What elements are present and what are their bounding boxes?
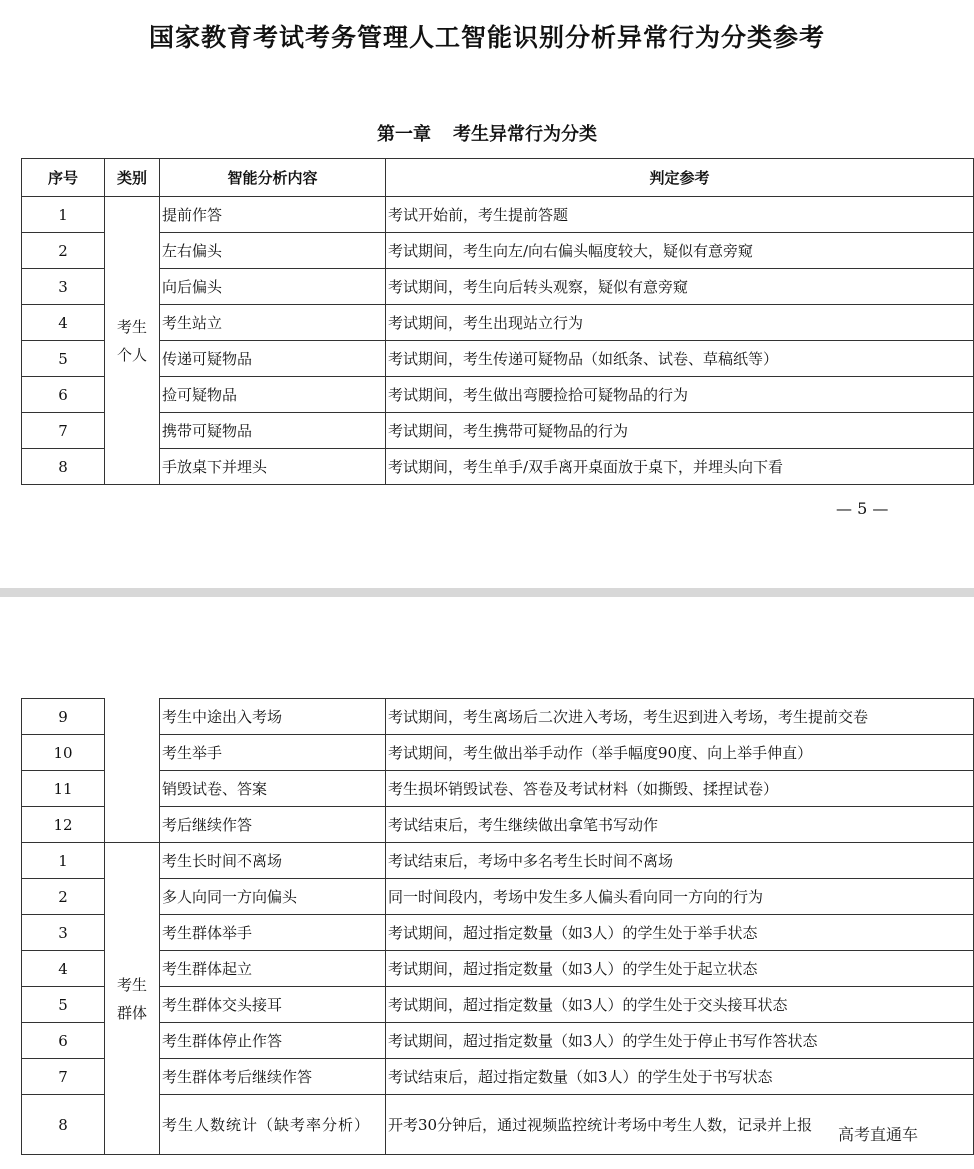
analysis-content: 携带可疑物品 [160, 413, 386, 449]
behavior-table-page2 [21, 698, 974, 1155]
table-row [22, 807, 974, 843]
judgment-reference: 考试期间，考生离场后二次进入考场，考生迟到进入考场，考生提前交卷 [386, 699, 974, 735]
page-separator [0, 588, 974, 597]
judgment-reference: 考试期间，考生单手/双手离开桌面放于桌下，并埋头向下看 [386, 449, 974, 485]
row-number: 7 [22, 1059, 105, 1095]
analysis-content: 传递可疑物品 [160, 341, 386, 377]
judgment-reference: 考试期间，考生做出弯腰捡拾可疑物品的行为 [386, 377, 974, 413]
table-row [22, 449, 974, 485]
analysis-content: 左右偏头 [160, 233, 386, 269]
analysis-content: 考生群体举手 [160, 915, 386, 951]
row-number: 8 [22, 449, 105, 485]
row-number: 10 [22, 735, 105, 771]
table-row [22, 377, 974, 413]
analysis-content: 考生群体起立 [160, 951, 386, 987]
analysis-content: 考生中途出入考场 [160, 699, 386, 735]
row-number: 8 [22, 1095, 105, 1155]
row-number: 11 [22, 771, 105, 807]
category-individual [105, 197, 160, 485]
header-analysis-content: 智能分析内容 [160, 159, 386, 197]
analysis-content: 多人向同一方向偏头 [160, 879, 386, 915]
judgment-reference: 考试期间，超过指定数量（如3人）的学生处于举手状态 [386, 915, 974, 951]
analysis-content: 捡可疑物品 [160, 377, 386, 413]
analysis-content: 向后偏头 [160, 269, 386, 305]
analysis-content: 考生人数统计（缺考率分析） [160, 1095, 386, 1155]
judgment-reference: 考试期间，超过指定数量（如3人）的学生处于停止书写作答状态 [386, 1023, 974, 1059]
chapter-number: 第一章 [377, 124, 431, 145]
analysis-content: 考后继续作答 [160, 807, 386, 843]
analysis-content: 提前作答 [160, 197, 386, 233]
table-row [22, 951, 974, 987]
judgment-reference: 考试开始前，考生提前答题 [386, 197, 974, 233]
row-number: 6 [22, 377, 105, 413]
table-row [22, 1059, 974, 1095]
table-row [22, 305, 974, 341]
header-category: 类别 [105, 159, 160, 197]
category-group [105, 843, 160, 1155]
row-number: 2 [22, 233, 105, 269]
judgment-reference: 考试期间，考生携带可疑物品的行为 [386, 413, 974, 449]
table-row [22, 879, 974, 915]
table-row [22, 771, 974, 807]
analysis-content: 考生举手 [160, 735, 386, 771]
row-number: 3 [22, 269, 105, 305]
row-number: 1 [22, 197, 105, 233]
judgment-reference: 考试期间，考生做出举手动作（举手幅度90度、向上举手伸直） [386, 735, 974, 771]
judgment-reference: 考试结束后，考场中多名考生长时间不离场 [386, 843, 974, 879]
watermark: 高考直通车 [838, 1122, 918, 1145]
row-number: 2 [22, 879, 105, 915]
row-number: 4 [22, 951, 105, 987]
judgment-reference: 考试期间，超过指定数量（如3人）的学生处于交头接耳状态 [386, 987, 974, 1023]
judgment-reference: 考试期间，考生出现站立行为 [386, 305, 974, 341]
row-number: 5 [22, 341, 105, 377]
table-row [22, 413, 974, 449]
table-row [22, 735, 974, 771]
row-number: 9 [22, 699, 105, 735]
judgment-reference: 考试期间，考生向后转头观察，疑似有意旁窥 [386, 269, 974, 305]
judgment-reference: 考试期间，考生传递可疑物品（如纸条、试卷、草稿纸等） [386, 341, 974, 377]
category-label-line: 群体 [116, 1003, 147, 1022]
header-number: 序号 [22, 159, 105, 197]
category-label-line: 个人 [116, 345, 147, 364]
chapter-title: 考生异常行为分类 [453, 124, 597, 145]
row-number: 1 [22, 843, 105, 879]
row-number: 12 [22, 807, 105, 843]
row-number: 7 [22, 413, 105, 449]
behavior-table-page1 [21, 158, 974, 485]
analysis-content: 考生群体考后继续作答 [160, 1059, 386, 1095]
judgment-reference: 考试结束后，考生继续做出拿笔书写动作 [386, 807, 974, 843]
table-row [22, 1023, 974, 1059]
judgment-reference: 考试结束后，超过指定数量（如3人）的学生处于书写状态 [386, 1059, 974, 1095]
row-number: 6 [22, 1023, 105, 1059]
table-row [22, 269, 974, 305]
category-continued-cell [105, 699, 160, 843]
page-number: — 5 — [836, 499, 889, 518]
analysis-content: 考生群体停止作答 [160, 1023, 386, 1059]
row-number: 5 [22, 987, 105, 1023]
judgment-reference: 同一时间段内，考场中发生多人偏头看向同一方向的行为 [386, 879, 974, 915]
table-row [22, 233, 974, 269]
analysis-content: 销毁试卷、答案 [160, 771, 386, 807]
category-label-line: 考生 [116, 317, 147, 336]
table-row [22, 915, 974, 951]
table-row [22, 843, 974, 879]
table-row [22, 987, 974, 1023]
judgment-reference: 考试期间，超过指定数量（如3人）的学生处于起立状态 [386, 951, 974, 987]
category-label-line: 考生 [116, 975, 147, 994]
judgment-reference: 考生损坏销毁试卷、答卷及考试材料（如撕毁、揉捏试卷） [386, 771, 974, 807]
document-title: 国家教育考试考务管理人工智能识别分析异常行为分类参考 [148, 23, 825, 52]
row-number: 4 [22, 305, 105, 341]
row-number: 3 [22, 915, 105, 951]
analysis-content: 考生站立 [160, 305, 386, 341]
table-row [22, 1095, 974, 1155]
table-row [22, 699, 974, 735]
table-header-row [22, 159, 974, 197]
table-row [22, 341, 974, 377]
chapter-heading [0, 120, 974, 146]
judgment-reference: 考试期间，考生向左/向右偏头幅度较大，疑似有意旁窥 [386, 233, 974, 269]
analysis-content: 手放桌下并埋头 [160, 449, 386, 485]
header-judgment-reference: 判定参考 [386, 159, 974, 197]
table-row [22, 197, 974, 233]
judgment-reference: 开考30分钟后，通过视频监控统计考场中考生人数，记录并上报 [386, 1095, 974, 1155]
analysis-content: 考生长时间不离场 [160, 843, 386, 879]
analysis-content: 考生群体交头接耳 [160, 987, 386, 1023]
